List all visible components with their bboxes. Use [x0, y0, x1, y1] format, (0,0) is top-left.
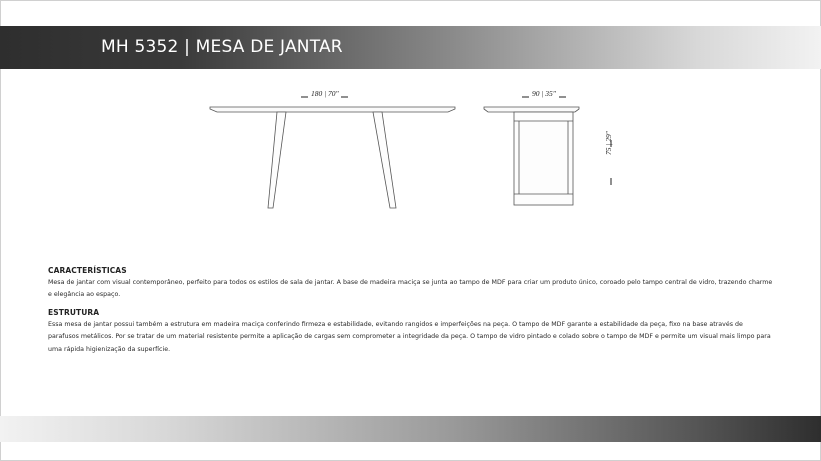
height-dimension-label: 75 | 29": [604, 131, 613, 155]
side-base: [514, 112, 573, 205]
estrutura-body: Essa mesa de jantar possui também a estrutura em madeira maciça conferindo firmeza e estabilidade, evitando rangidos e imperfeições na peça. O tampo de MDF garante a estabilidade da peça, fixo na base através de parafusos metálicos. Por se tratar de um material resistente permite a aplicação de cargas sem comprometer a integridade da peça. O tampo de vidro pintado e colado sobre o tampo de MDF e permite um visual mais limpo para uma rápida higienização da superfície.: [48, 320, 771, 353]
front-right-leg: [373, 112, 396, 208]
depth-dimension-label: 90 | 35": [532, 89, 556, 98]
front-left-leg: [268, 112, 286, 208]
width-dimension-label: 180 | 70": [311, 89, 339, 98]
footer-band: [0, 416, 821, 442]
estrutura-title: ESTRUTURA: [48, 307, 100, 317]
side-tabletop: [484, 107, 579, 112]
caracteristicas-title: CARACTERÍSTICAS: [48, 266, 127, 275]
side-view: [484, 97, 611, 205]
description-content: [48, 266, 778, 362]
front-tabletop: [210, 107, 455, 112]
page-title: MH 5352 | MESA DE JANTAR: [101, 37, 343, 57]
caracteristicas-body: Mesa de jantar com visual contemporâneo, perfeito para todos os estilos de sala de jantar. A base de madeira maciça se junta ao tampo de MDF para criar um produto único, coroado pelo tampo central de vidro, trazendo charme e elegância ao espaço.: [48, 279, 773, 299]
front-view: [210, 97, 455, 208]
